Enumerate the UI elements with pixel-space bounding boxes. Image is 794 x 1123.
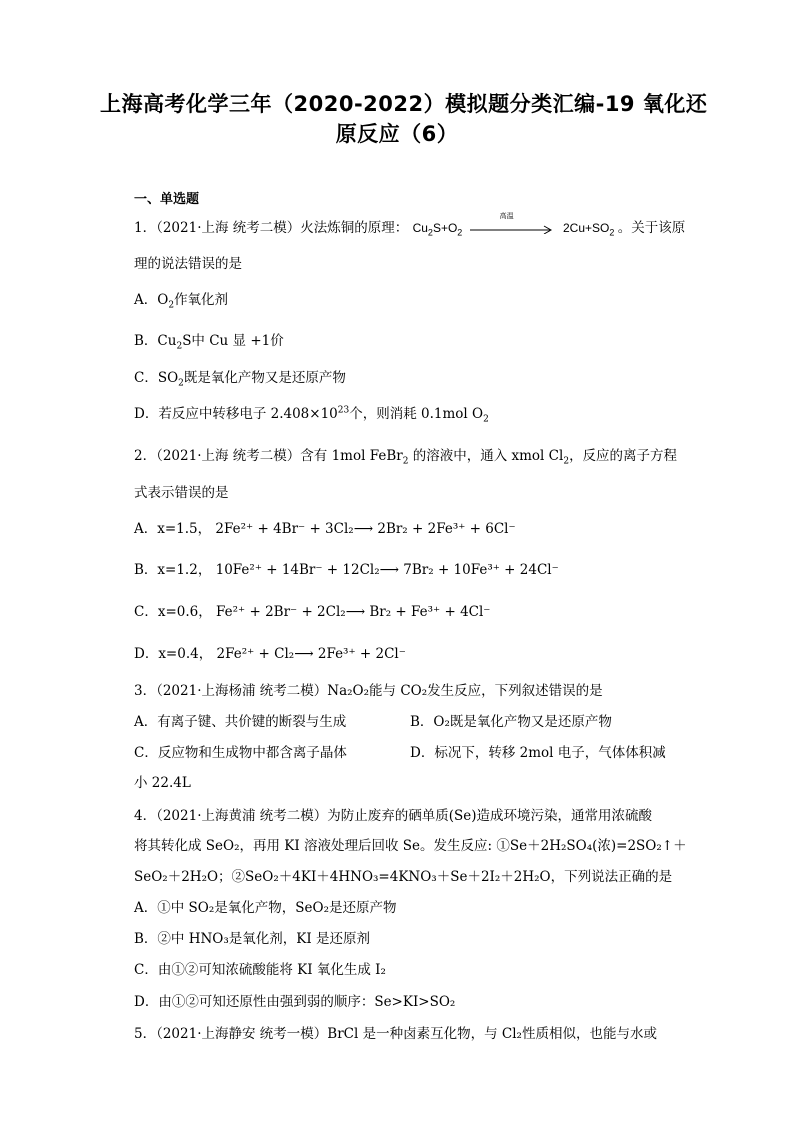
q3-option-b: B．O₂既是氧化产物又是还原产物	[410, 714, 612, 730]
q3-stem: 3．（2021·上海杨浦 统考二模）Na₂O₂能与 CO₂发生反应，下列叙述错误的是	[134, 683, 603, 699]
q1-product: 2Cu+SO	[563, 221, 610, 235]
q1-reactant1: Cu	[412, 221, 428, 235]
q2-stem-text: 2．（2021·上海 统考二模）含有 1mol FeBr	[134, 448, 403, 464]
q2-option-b: B．x=1.2， 10Fe²⁺ + 14Br⁻ + 12Cl₂⟶ 7Br₂ + 10Fe³⁺ + 24Cl⁻	[134, 562, 559, 578]
opt-sub: 2	[176, 341, 183, 352]
opt-sup: 23	[337, 405, 350, 416]
q1-sub2: 2	[457, 227, 463, 238]
opt-text: SO	[157, 370, 179, 386]
opt-sub: 2	[168, 300, 175, 311]
q4-stem-line1: 4．（2021·上海黄浦 统考二模）为防止废弃的硒单质(Se)造成环境污染，通常用浓硫酸	[134, 808, 653, 824]
q2-stem-line2: 式表示错误的是	[134, 485, 229, 501]
opt-text: S中 Cu 显 +1价	[182, 333, 284, 349]
opt-text: Cu	[157, 333, 177, 349]
option-prefix: D．	[134, 406, 159, 422]
q3-option-a: A．有离子键、共价键的断裂与生成	[134, 714, 347, 730]
arrow-icon	[470, 220, 556, 234]
opt-sub: 2	[178, 378, 184, 389]
q2-sub1: 2	[402, 456, 409, 467]
q1-option-d	[134, 405, 489, 425]
q1-stem-line2: 理的说法错误的是	[134, 256, 242, 272]
q2-stem-text: ，反应的离子方程	[569, 448, 678, 464]
q1-sub3: 2	[609, 227, 615, 238]
q1-option-c	[134, 370, 346, 389]
q5-stem-line1: 5．（2021·上海静安 统考一模）BrCl 是一种卤素互化物，与 Cl₂性质相似，也能与水或	[134, 1026, 657, 1042]
opt-text: 若反应中转移电子 2.408×10	[158, 406, 338, 422]
arrow-label: 高温	[499, 213, 514, 220]
q1-option-b	[134, 333, 284, 352]
q4-option-d: D．由①②可知还原性由强到弱的顺序：Se>KI>SO₂	[134, 994, 456, 1010]
q2-sub2: 2	[563, 456, 570, 467]
q4-stem-line2: 将其转化成 SeO₂，再用 KI 溶液处理后回收 Se。发生反应: ①Se＋2H₂SO₄(浓)=2SO₂↑＋	[134, 838, 687, 854]
reaction-arrow	[470, 213, 556, 234]
option-prefix: A．	[134, 292, 158, 308]
q1-stem-tail: 。关于该原	[617, 220, 686, 236]
option-prefix: C．	[134, 370, 158, 386]
option-prefix: B．	[134, 333, 158, 349]
q2-stem-text: 的溶液中，通入 xmol Cl	[408, 448, 564, 464]
q1-equation	[412, 213, 618, 238]
opt-text: O	[157, 292, 169, 308]
title-line-1: 上海高考化学三年（2020-2022）模拟题分类汇编-19 氧化还	[100, 92, 708, 116]
q1-stem-text: 1．（2021·上海 统考二模）火法炼铜的原理：	[134, 220, 409, 236]
q2-option-d: D．x=0.4， 2Fe²⁺ + Cl₂⟶ 2Fe³⁺ + 2Cl⁻	[134, 646, 406, 662]
q2-stem	[134, 448, 678, 467]
q4-stem-line3: SeO₂＋2H₂O；②SeO₂＋4KI＋4HNO₃=4KNO₃＋Se＋2I₂＋2H₂O，下列说法正确的是	[134, 869, 673, 885]
q3-option-c: C．反应物和生成物中都含离子晶体	[134, 745, 347, 761]
q1-option-a	[134, 292, 229, 311]
opt-text: 作氧化剂	[174, 292, 229, 308]
q4-option-a: A．①中 SO₂是氧化产物，SeO₂是还原产物	[134, 900, 397, 916]
q2-option-a: A．x=1.5， 2Fe²⁺ + 4Br⁻ + 3Cl₂⟶ 2Br₂ + 2Fe³⁺ + 6Cl⁻	[134, 521, 516, 537]
section-heading: 一、单选题	[134, 192, 200, 207]
q2-option-c: C．x=0.6， Fe²⁺ + 2Br⁻ + 2Cl₂⟶ Br₂ + Fe³⁺ + 4Cl⁻	[134, 604, 491, 620]
q3-option-d: D．标况下，转移 2mol 电子，气体体积减	[410, 745, 666, 761]
q3-option-d-cont: 小 22.4L	[134, 775, 191, 791]
q1-reactant2: S+O	[432, 221, 458, 235]
q4-option-c: C．由①②可知浓硫酸能将 KI 氧化生成 I₂	[134, 962, 386, 978]
opt-text: 个，则消耗 0.1mol O	[349, 406, 484, 422]
title-line-2: 原反应（6）	[335, 122, 459, 146]
q1-stem	[134, 213, 686, 238]
q4-option-b: B．②中 HNO₃是氧化剂，KI 是还原剂	[134, 931, 370, 947]
q1-sub1: 2	[427, 227, 433, 238]
opt-sub: 2	[483, 414, 489, 425]
opt-text: 既是氧化产物又是还原产物	[183, 370, 346, 386]
